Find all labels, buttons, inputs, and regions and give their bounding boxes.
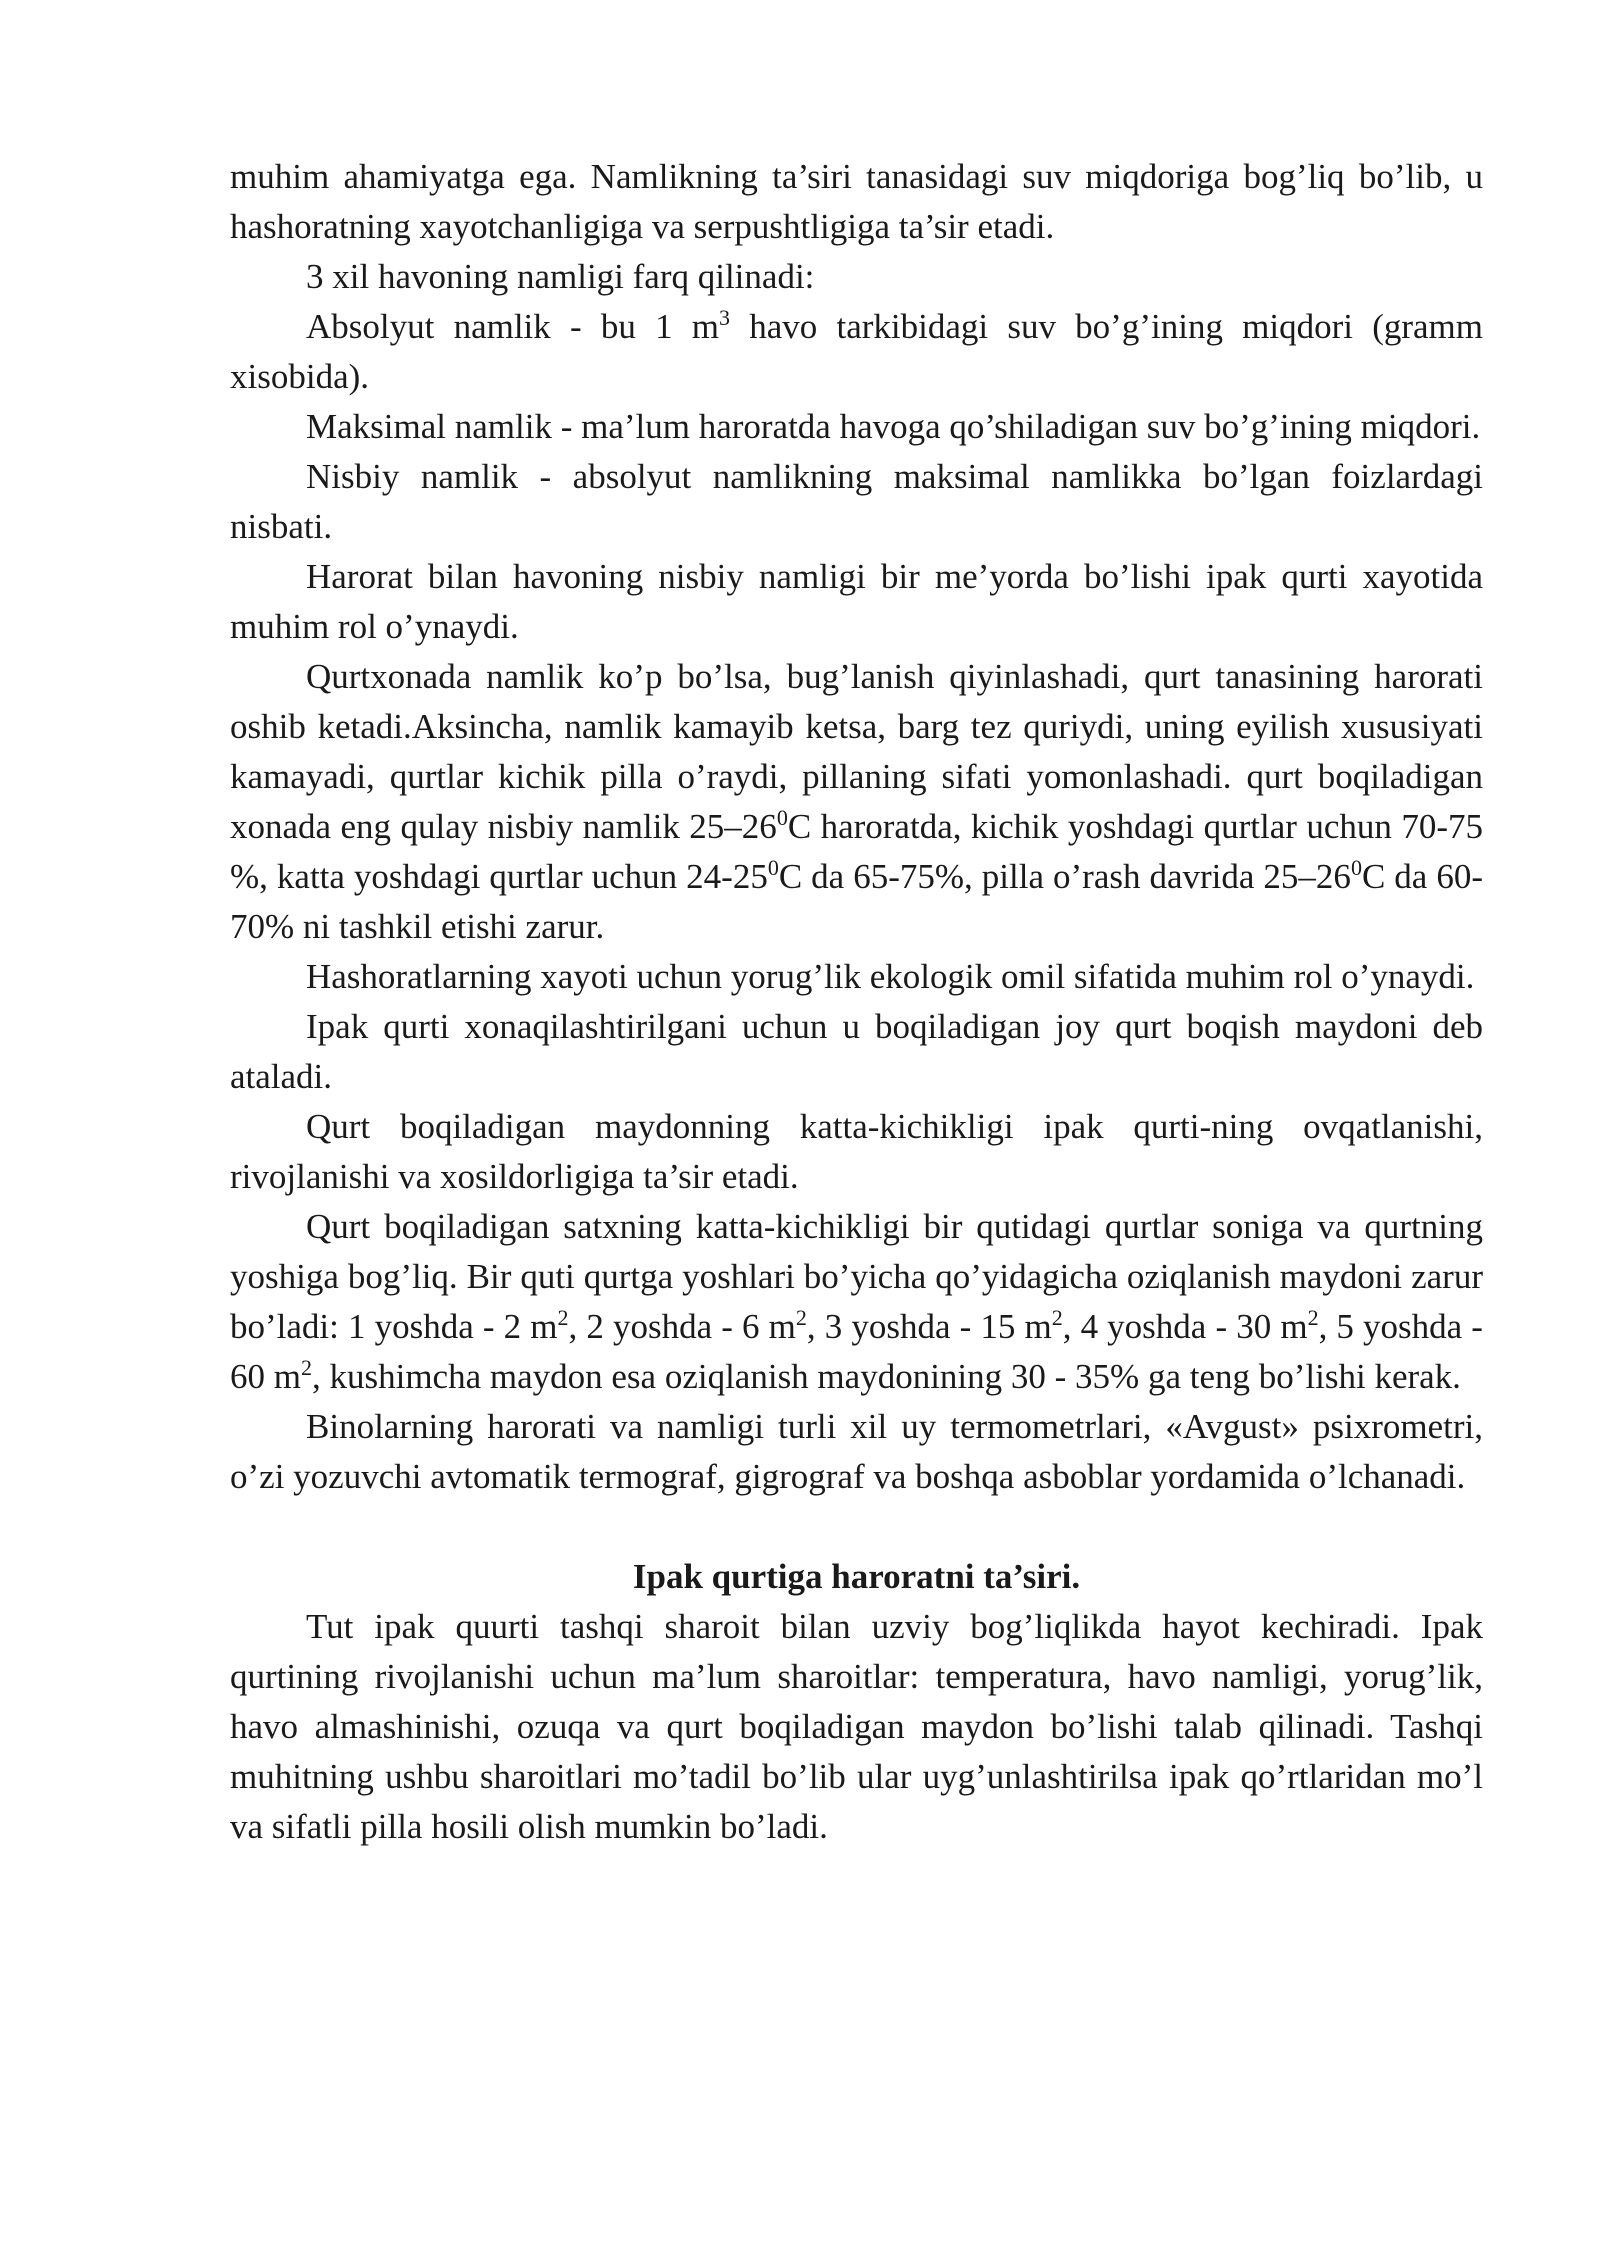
- text-run: Qurt boqiladigan maydonning katta-kichikligi ipak qurti-ning ovqatlanishi, rivojlanishi va xosildorligiga ta’sir etadi.: [230, 1107, 1483, 1196]
- text-run: Absolyut namlik - bu 1 m: [306, 307, 720, 346]
- paragraph: [230, 1102, 1483, 1202]
- body-text-top: [230, 152, 1483, 1502]
- paragraph: [230, 152, 1483, 252]
- section-spacer: [230, 1502, 1483, 1552]
- paragraph: [230, 402, 1483, 452]
- text-run: Nisbiy namlik - absolyut namlikning maksimal namlikka bo’lgan foizlardagi nisbati.: [230, 457, 1483, 546]
- paragraph: [230, 452, 1483, 552]
- text-run: 3 xil havoning namligi farq qilinadi:: [306, 257, 815, 296]
- text-run: , 4 yoshda - 30 m: [1062, 1307, 1308, 1346]
- text-run: muhim ahamiyatga ega. Namlikning ta’siri tanasidagi suv miqdoriga bog’liq bo’lib, u hashoratning xayotchanligiga va serpushtligiga ta’sir etadi.: [230, 157, 1483, 246]
- paragraph: [230, 552, 1483, 652]
- text-run: , 3 yoshda - 15 m: [806, 1307, 1052, 1346]
- superscript: 0: [1350, 855, 1362, 880]
- text-run: , 2 yoshda - 6 m: [568, 1307, 796, 1346]
- text-run: Maksimal namlik - ma’lum haroratda havoga qo’shiladigan suv bo’g’ining miqdori.: [306, 407, 1481, 446]
- text-run: Binolarning harorati va namligi turli xil uy termometrlari, «Avgust» psixrometri, o’zi yozuvchi avtomatik termograf, gigrograf va boshqa asboblar yordamida o’lchanadi.: [230, 1407, 1483, 1496]
- text-run: , 5 yoshda - 60 m: [230, 1307, 1483, 1396]
- superscript: 2: [557, 1305, 569, 1330]
- paragraph: [230, 252, 1483, 302]
- paragraph: [230, 302, 1483, 402]
- paragraph: [230, 1402, 1483, 1502]
- text-run: C haroratda, kichik yoshdagi qurtlar uchun 70-75 %, katta yoshdagi qurtlar uchun 24-25: [230, 807, 1483, 896]
- superscript: 2: [1307, 1305, 1319, 1330]
- document-page: [230, 152, 1483, 1852]
- superscript: 2: [300, 1355, 312, 1380]
- paragraph: [230, 1602, 1483, 1852]
- text-run: havo tarkibidagi suv bo’g’ining miqdori (gramm xisobida).: [230, 307, 1483, 396]
- paragraph: [230, 1002, 1483, 1102]
- text-run: Qurtxonada namlik ko’p bo’lsa, bug’lanish qiyinlashadi, qurt tanasining harorati oshib ketadi.Aksincha, namlik kamayib ketsa, barg tez quriydi, uning eyilish xususiyati kamayadi, qurtlar kichik pilla o’raydi, pillaning sifati yomonlashadi. qurt boqiladigan xonada eng qulay nisbiy namlik 25–26: [230, 657, 1483, 846]
- superscript: 0: [776, 805, 788, 830]
- text-run: Harorat bilan havoning nisbiy namligi bir me’yorda bo’lishi ipak qurti xayotida muhim rol o’ynaydi.: [230, 557, 1483, 646]
- text-run: Hashoratlarning xayoti uchun yorug’lik ekologik omil sifatida muhim rol o’ynaydi.: [306, 957, 1475, 996]
- superscript: 2: [1051, 1305, 1063, 1330]
- section-heading: Ipak qurtiga haroratni ta’siri.: [632, 1557, 1081, 1596]
- text-run: , kushimcha maydon esa oziqlanish maydonining 30 - 35% ga teng bo’lishi kerak.: [311, 1357, 1461, 1396]
- superscript: 2: [795, 1305, 807, 1330]
- superscript: 0: [767, 855, 779, 880]
- text-run: Ipak qurti xonaqilashtirilgani uchun u boqiladigan joy qurt boqish maydoni deb ataladi.: [230, 1007, 1483, 1096]
- text-run: C da 60-70% ni tashkil etishi zarur.: [230, 857, 1483, 946]
- text-run: Tut ipak quurti tashqi sharoit bilan uzviy bog’liqlikda hayot kechiradi. Ipak qurtining rivojlanishi uchun ma’lum sharoitlar: temperatura, havo namligi, yorug’lik, havo almashinishi, ozuqa va qurt boqiladigan maydon bo’lishi talab qilinadi. Tashqi muhitning ushbu sharoitlari mo’tadil bo’lib ular uyg’unlashtirilsa ipak qo’rtlaridan mo’l va sifatli pilla hosili olish mumkin bo’ladi.: [230, 1607, 1483, 1846]
- superscript: 3: [719, 305, 731, 330]
- paragraph: [230, 952, 1483, 1002]
- paragraph: [230, 1202, 1483, 1402]
- text-run: C da 65-75%, pilla o’rash davrida 25–26: [778, 857, 1351, 896]
- text-run: Qurt boqiladigan satxning katta-kichikligi bir qutidagi qurtlar soniga va qurtning yoshiga bog’liq. Bir quti qurtga yoshlari bo’yicha qo’yidagicha oziqlanish maydoni zarur bo’ladi: 1 yoshda - 2 m: [230, 1207, 1483, 1346]
- body-text-bottom: [230, 1602, 1483, 1852]
- paragraph: [230, 652, 1483, 952]
